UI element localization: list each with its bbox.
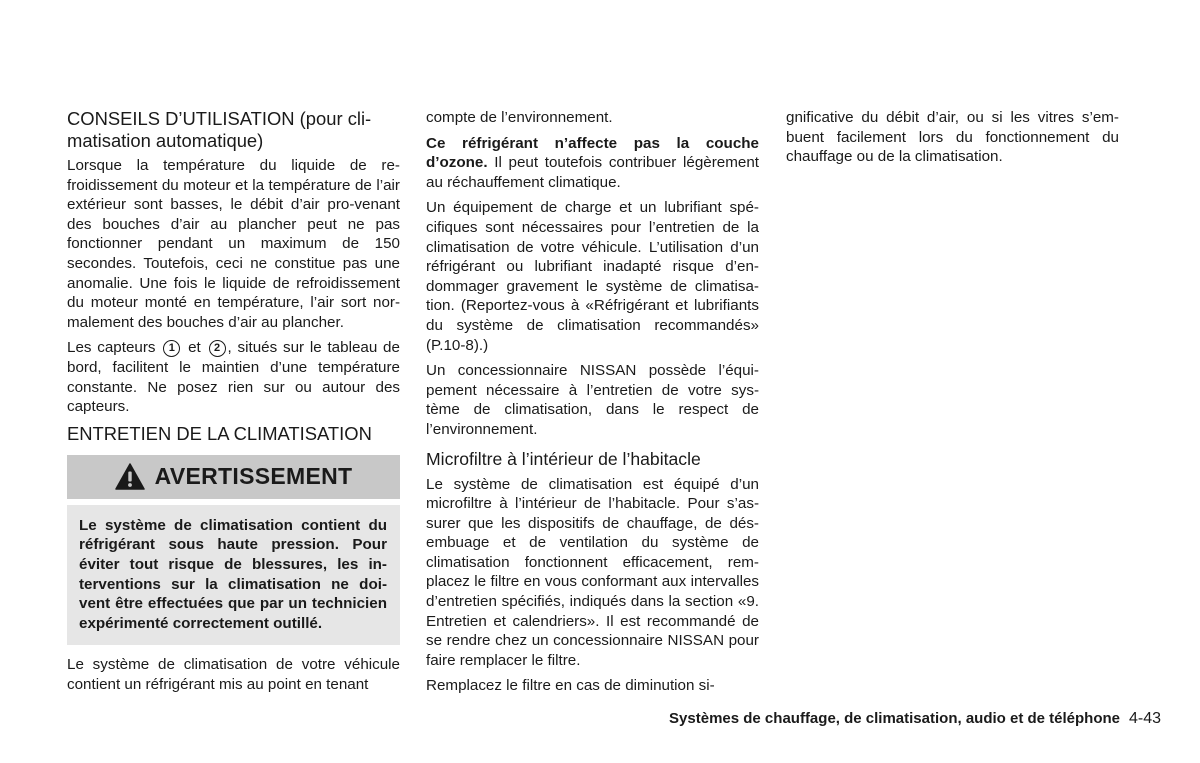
warning-header <box>67 455 400 499</box>
section-heading-entretien: ENTRETIEN DE LA CLIMATISATION <box>67 422 372 444</box>
warning-body <box>67 505 400 646</box>
paragraph: Un concessionnaire NISSAN possède l’équi-pement nécessaire à l’entretien de votre sys-tème de climatisation, dans le respect de l’environnement. <box>426 362 759 438</box>
paragraph-ozone <box>426 134 759 193</box>
sensor-1-callout: 1 <box>163 340 180 357</box>
paragraph: compte de l’environnement. <box>426 109 613 126</box>
text: Les capteurs <box>67 339 156 357</box>
footer-section-title: Systèmes de chauffage, de climatisation, audio et de téléphone <box>669 710 1120 727</box>
paragraph-sensors <box>67 338 400 416</box>
bold-text: Ce réfrigérant n’affecte pas la couche d’ozone. <box>426 134 759 172</box>
column-2 <box>426 108 759 702</box>
warning-text: Le système de climatisation contient du réfrigérant sous haute pression. Pour éviter tout risque de blessures, les in-terventions sur la climatisation ne doi-vent être effectuées que par un technicien expérimenté correctement outillé. <box>79 516 387 632</box>
section-heading-microfiltre: Microfiltre à l’intérieur de l’habitacle <box>426 448 701 469</box>
warning-triangle-icon <box>115 463 145 490</box>
column-3 <box>786 108 1119 173</box>
sensor-2-callout: 2 <box>209 340 226 357</box>
page-number: 4-43 <box>1128 710 1161 727</box>
paragraph: Le système de climatisation est équipé d’un microfiltre à l’intérieur de l’habitacle. Pour s’as-surer que les dispositifs de chauffage, de dés-embuage et de ventilation du système de climatisation fonctionnent efficacement, rem-placez le filtre en vous conformant aux intervalles d’entretien spécifiés, indiqués dans la section «9. Entretien et calendriers». Il est recommandé de se rendre chez un concessionnaire NISSAN pour faire remplacer le filtre. <box>426 475 759 669</box>
paragraph: Remplacez le filtre en cas de diminution si- <box>426 677 715 695</box>
warning-title: AVERTISSEMENT <box>154 463 353 490</box>
column-1 <box>67 108 400 700</box>
text: et <box>188 339 201 357</box>
text: Il peut toutefois contribuer légèrement au réchauffement climatique. <box>426 154 759 191</box>
paragraph: gnificative du débit d’air, ou si les vitres s’em-buent facilement lors du fonctionnement du chauffage ou de la climatisation. <box>786 109 1119 166</box>
paragraph: Un équipement de charge et un lubrifiant spé-cifiques sont nécessaires pour l’entretien de la climatisation de votre véhicule. L’utilisation d’un réfrigérant ou lubrifiant inadapté risque d’en-dommager gravement le système de climatisa-tion. (Reportez-vous à «Réfrigérant et lubrifiants du système de climatisation recommandés» (P.10-8).) <box>426 199 759 354</box>
text: , situés sur le tableau de bord, facilitent le maintien d’une température constante. Ne posez rien sur ou autour des capteurs. <box>67 339 400 416</box>
paragraph: Lorsque la température du liquide de re-froidissement du moteur et la température de l’air extérieur sont basses, le débit d’air pro-venant des bouches d’air au plancher peut ne pas fonctionner pendant un maximum de 150 secondes. Toutefois, ceci ne constitue pas une anomalie. Une fois le liquide de refroidissement du moteur monté en température, l’air sort nor-malement des bouches d’air au plancher. <box>67 157 400 331</box>
paragraph: Le système de climatisation de votre véhicule contient un réfrigérant mis au point en tenant <box>67 656 400 693</box>
section-heading-conseils: CONSEILS D’UTILISATION (pour cli-matisation automatique) <box>67 108 372 151</box>
